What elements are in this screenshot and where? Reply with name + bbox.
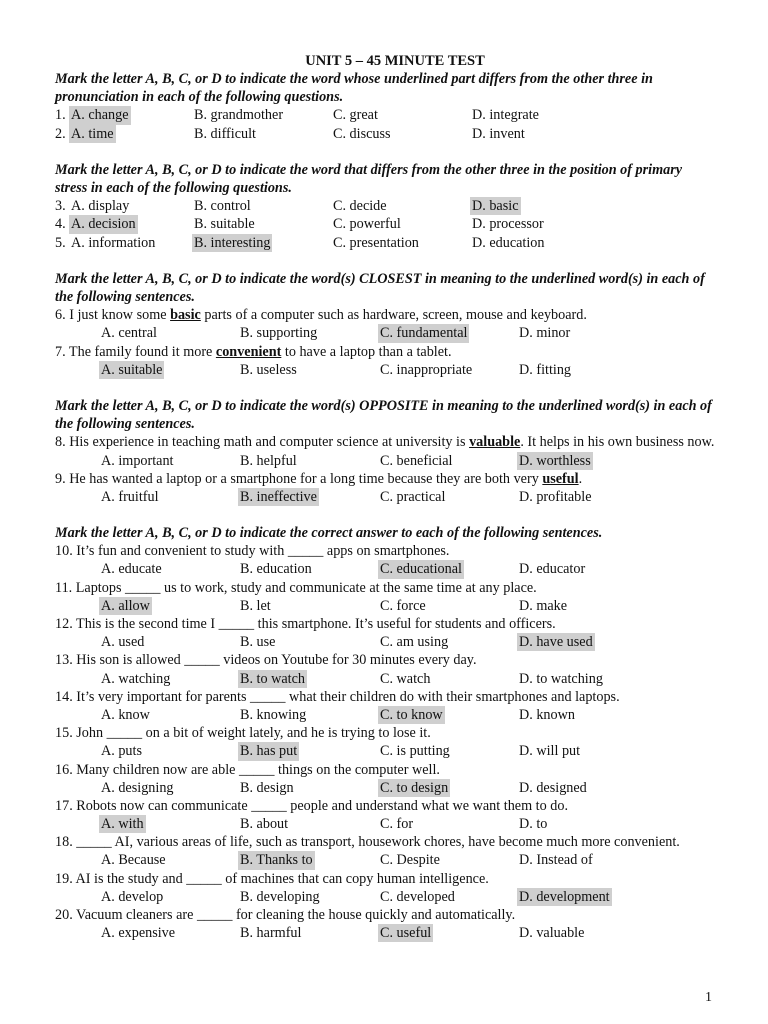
option-d: D. minor (519, 325, 571, 342)
option-a-selected: A. with (101, 816, 144, 833)
question-6-options (55, 324, 715, 342)
option-c-selected: C. to design (380, 779, 449, 796)
option-b: B. helpful (240, 452, 297, 469)
question-10-options (55, 560, 715, 578)
option-a: A. display (71, 198, 130, 215)
instruction-grammar: Mark the letter A, B, C, or D to indicate the correct answer to each of the following sentences. (55, 525, 603, 542)
question-9-options (55, 488, 715, 506)
question-8-options (55, 452, 715, 470)
question-17-stem: 17. Robots now can communicate _____ people and understand what we want them to do. (55, 797, 569, 814)
option-b-selected: B. to watch (240, 670, 306, 687)
option-b-selected: B. ineffective (240, 488, 317, 505)
option-a: A. Because (101, 852, 166, 869)
option-c: C. practical (380, 488, 446, 505)
question-13-stem: 13. His son is allowed _____ videos on Youtube for 30 minutes every day. (55, 652, 477, 669)
question-2 (55, 125, 715, 143)
test-page (55, 52, 715, 942)
option-d-selected: D. basic (472, 198, 519, 215)
question-14-options (55, 706, 715, 724)
option-a: A. puts (101, 743, 142, 760)
option-c: C. discuss (333, 125, 391, 142)
option-a-selected: A. suitable (101, 361, 163, 378)
option-a-selected: A. time (71, 125, 114, 142)
option-b-selected: B. has put (240, 743, 298, 760)
keyword: convenient (215, 343, 282, 360)
question-15-options (55, 742, 715, 760)
keyword: useful (542, 470, 579, 487)
option-a: A. know (101, 706, 150, 723)
stem-text: 7. The family found it more (55, 343, 216, 360)
option-c-selected: C. fundamental (380, 325, 468, 342)
instruction-stress: Mark the letter A, B, C, or D to indicate the word that differs from the other three in the position of primary stress in each of the following questions. (55, 161, 683, 196)
option-a: A. central (101, 325, 157, 342)
option-a-selected: A. allow (101, 597, 150, 614)
option-a-selected: A. change (71, 107, 129, 124)
option-d: D. educator (519, 561, 586, 578)
option-b: B. supporting (240, 325, 318, 342)
question-number: 1. (55, 107, 66, 124)
keyword: valuable (469, 434, 521, 451)
question-10-stem: 10. It’s fun and convenient to study with _____ apps on smartphones. (55, 543, 450, 560)
option-b: B. about (240, 816, 289, 833)
keyword: basic (170, 307, 201, 324)
option-a: A. designing (101, 779, 174, 796)
instruction-closest: Mark the letter A, B, C, or D to indicate the word(s) CLOSEST in meaning to the underlined word(s) in each of the following sentences. (55, 270, 705, 305)
question-3 (55, 197, 715, 215)
question-9-stem (55, 470, 715, 488)
option-b: B. education (240, 561, 312, 578)
option-d-selected: D. worthless (519, 452, 591, 469)
stem-text: . (578, 470, 583, 487)
question-number: 4. (55, 216, 66, 233)
option-c: C. for (380, 816, 414, 833)
stem-text: parts of a computer such as hardware, screen, mouse and keyboard. (200, 307, 587, 324)
page-title: UNIT 5 – 45 MINUTE TEST (305, 53, 485, 69)
option-c: C. inappropriate (380, 361, 473, 378)
option-d: D. integrate (472, 107, 539, 124)
option-b-selected: B. Thanks to (240, 852, 313, 869)
question-8-stem (55, 433, 715, 451)
question-6-stem (55, 306, 715, 324)
question-number: 3. (55, 198, 66, 215)
option-d: D. make (519, 597, 568, 614)
instruction-pronunciation: Mark the letter A, B, C, or D to indicate the word whose underlined part differs from the other three in pronunciation in each of the following questions. (55, 71, 653, 106)
option-d-selected: D. development (519, 888, 610, 905)
question-18-options (55, 851, 715, 869)
option-b: B. developing (240, 888, 320, 905)
stem-text: to have a laptop than a tablet. (281, 343, 452, 360)
stem-text: 9. He has wanted a laptop or a smartphone for a long time because they are both very (55, 470, 543, 487)
option-a: A. educate (101, 561, 162, 578)
option-c: C. powerful (333, 216, 401, 233)
question-7-options (55, 361, 715, 379)
option-a: A. important (101, 452, 174, 469)
question-16-options (55, 779, 715, 797)
option-c-selected: C. educational (380, 561, 462, 578)
option-b: B. suitable (194, 216, 255, 233)
question-number: 5. (55, 234, 66, 251)
option-a: A. expensive (101, 925, 176, 942)
option-a: A. fruitful (101, 488, 159, 505)
option-c: C. developed (380, 888, 455, 905)
question-7-stem (55, 343, 715, 361)
option-d: D. to (519, 816, 548, 833)
option-c: C. presentation (333, 234, 419, 251)
option-b: B. difficult (194, 125, 257, 142)
option-c-selected: C. useful (380, 925, 432, 942)
option-d: D. Instead of (519, 852, 593, 869)
question-20-stem: 20. Vacuum cleaners are _____ for cleaning the house quickly and automatically. (55, 907, 516, 924)
option-b: B. grandmother (194, 107, 284, 124)
question-17-options (55, 815, 715, 833)
question-19-options (55, 888, 715, 906)
option-d: D. designed (519, 779, 587, 796)
option-d: D. education (472, 234, 545, 251)
option-c-selected: C. to know (380, 706, 443, 723)
option-a: A. develop (101, 888, 164, 905)
option-d: D. profitable (519, 488, 592, 505)
option-c: C. am using (380, 634, 449, 651)
option-a: A. used (101, 634, 145, 651)
option-b-selected: B. interesting (194, 234, 271, 251)
option-b: B. knowing (240, 706, 307, 723)
option-d: D. processor (472, 216, 544, 233)
question-15-stem: 15. John _____ on a bit of weight lately, and he is trying to lose it. (55, 725, 431, 742)
question-16-stem: 16. Many children now are able _____ things on the computer well. (55, 761, 440, 778)
option-b: B. harmful (240, 925, 302, 942)
question-12-stem: 12. This is the second time I _____ this smartphone. It’s useful for students and officers. (55, 616, 556, 633)
option-a: A. watching (101, 670, 171, 687)
grammar-questions (55, 542, 715, 942)
option-b: B. use (240, 634, 276, 651)
question-12-options (55, 633, 715, 651)
option-a: A. information (71, 234, 156, 251)
question-5 (55, 234, 715, 252)
option-c: C. beneficial (380, 452, 453, 469)
instruction-opposite: Mark the letter A, B, C, or D to indicate the word(s) OPPOSITE in meaning to the underlined word(s) in each of the following sentences. (55, 397, 712, 433)
page-number: 1 (705, 990, 712, 1005)
option-d: D. valuable (519, 925, 585, 942)
question-11-stem: 11. Laptops _____ us to work, study and communicate at the same time at any place. (55, 579, 537, 596)
question-14-stem: 14. It’s very important for parents _____ what their children do with their smartphones and laptops. (55, 688, 620, 705)
option-d-selected: D. have used (519, 634, 593, 651)
option-d: D. to watching (519, 670, 603, 687)
option-c: C. force (380, 597, 426, 614)
option-b: B. let (240, 597, 271, 614)
option-d: D. known (519, 706, 575, 723)
option-c: C. great (333, 107, 378, 124)
option-d: D. fitting (519, 361, 572, 378)
option-c: C. decide (333, 198, 387, 215)
question-13-options (55, 670, 715, 688)
question-4 (55, 215, 715, 233)
option-d: D. invent (472, 125, 525, 142)
question-20-options (55, 924, 715, 942)
option-b: B. useless (240, 361, 297, 378)
question-11-options (55, 597, 715, 615)
stem-text: . It helps in his own business now. (520, 434, 715, 451)
option-a-selected: A. decision (71, 216, 136, 233)
option-c: C. watch (380, 670, 431, 687)
question-1 (55, 106, 715, 124)
stem-text: 8. His experience in teaching math and computer science at university is (55, 434, 470, 451)
option-c: C. is putting (380, 743, 450, 760)
question-19-stem: 19. AI is the study and _____ of machines that can copy human intelligence. (55, 870, 489, 887)
option-c: C. Despite (380, 852, 440, 869)
option-b: B. design (240, 779, 294, 796)
option-b: B. control (194, 198, 251, 215)
question-18-stem: 18. _____ AI, various areas of life, such as transport, housework chores, have become much more convenient. (55, 834, 680, 851)
question-number: 2. (55, 125, 66, 142)
stem-text: 6. I just know some (55, 307, 171, 324)
option-d: D. will put (519, 743, 581, 760)
